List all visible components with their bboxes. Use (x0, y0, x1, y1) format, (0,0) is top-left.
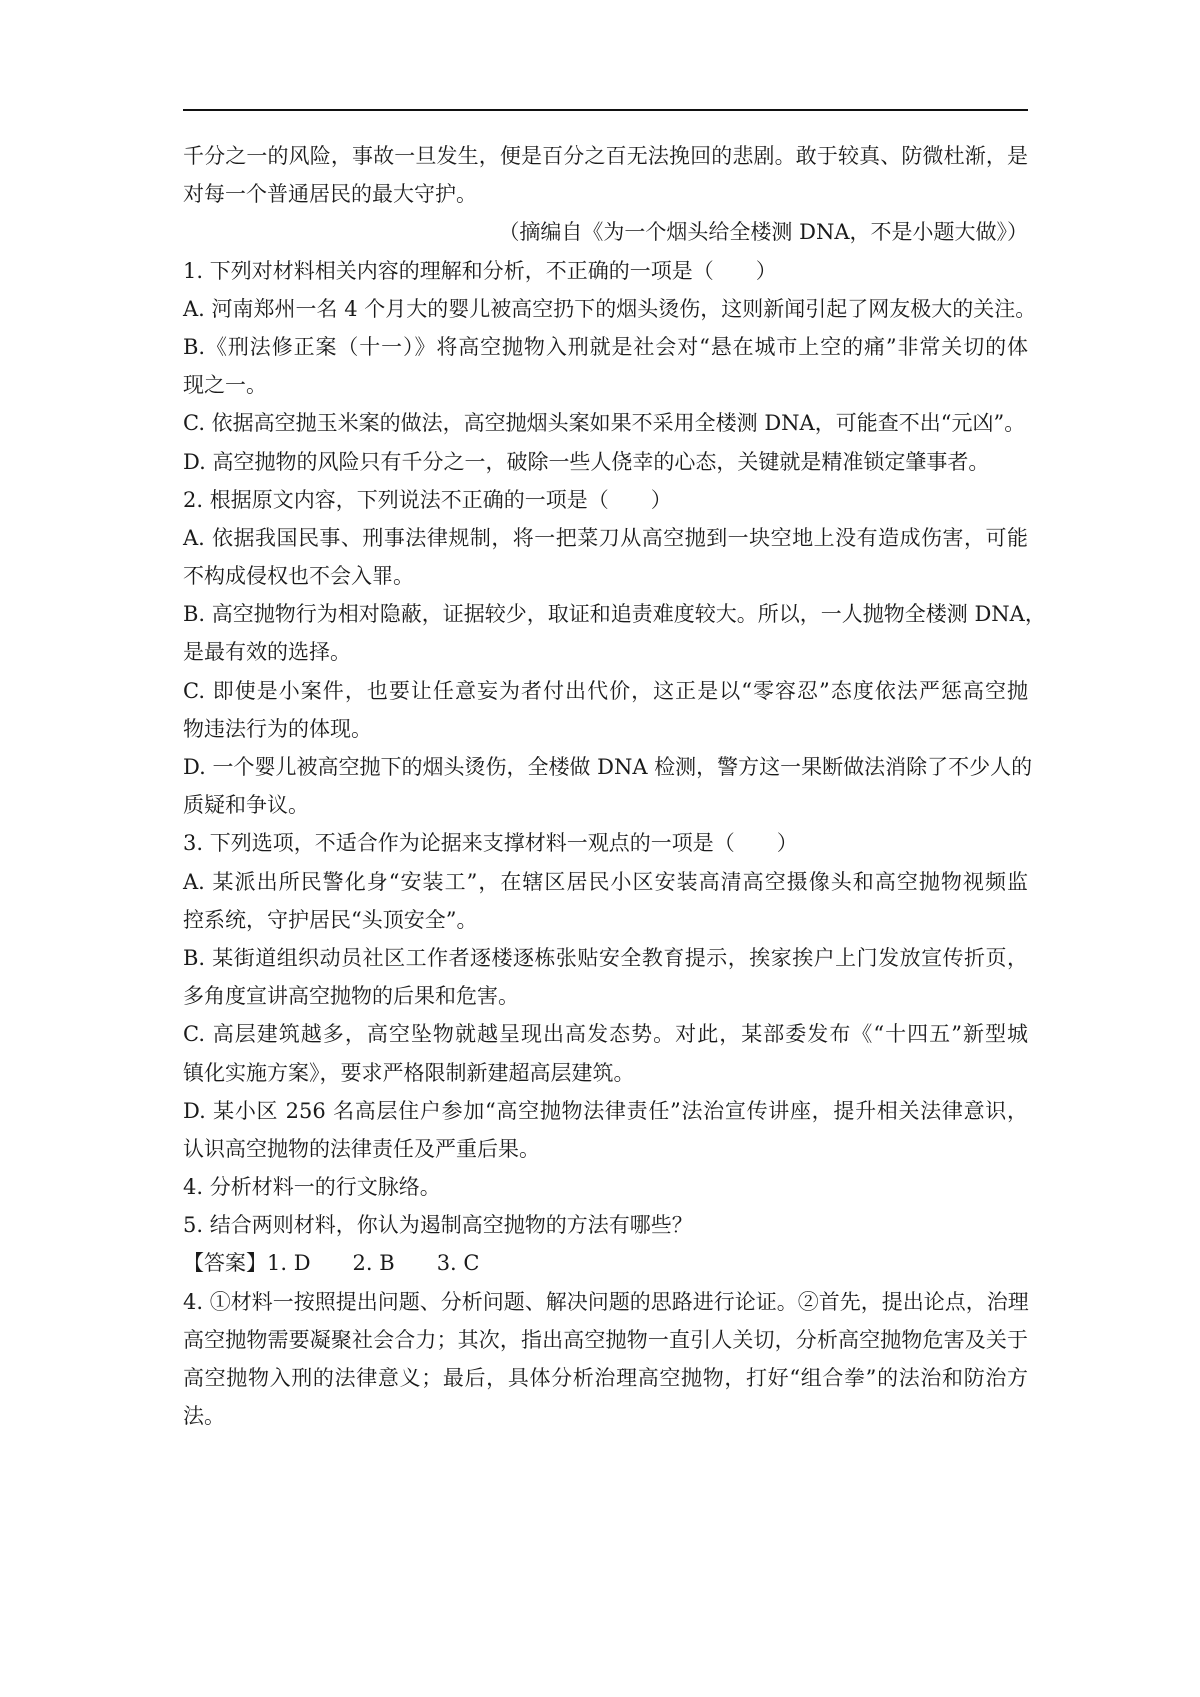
text-line: 1. 下列对材料相关内容的理解和分析，不正确的一项是（ ） (183, 258, 777, 283)
text-line: C. 依据高空抛玉米案的做法，高空抛烟头案如果不采用全楼测 DNA，可能查不出“元凶”。 (183, 411, 1026, 436)
text-line: A. 河南郑州一名 4 个月大的婴儿被高空扔下的烟头烫伤，这则新闻引起了网友极大的关注。 (183, 296, 1037, 321)
text-line: 高空抛物需要凝聚社会合力；其次，指出高空抛物一直引人关切，分析高空抛物危害及关于 (183, 1327, 1028, 1352)
text-line: 【答案】1. D 2. B 3. C (183, 1251, 480, 1276)
text-line: 对每一个普通居民的最大守护。 (183, 182, 477, 207)
text-line: 高空抛物入刑的法律意义；最后，具体分析治理高空抛物，打好“组合拳”的法治和防治方 (183, 1366, 1028, 1390)
text-line: 镇化实施方案》，要求严格限制新建超高层建筑。 (183, 1060, 635, 1085)
text-line: 控系统，守护居民“头顶安全”。 (183, 907, 478, 932)
text-line: 现之一。 (183, 373, 267, 398)
text-line: 千分之一的风险，事故一旦发生，便是百分之百无法挽回的悲剧。敢于较真、防微杜渐，是 (183, 144, 1028, 168)
text-line: A. 某派出所民警化身“安装工”，在辖区居民小区安装高清高空摄像头和高空抛物视频监 (183, 869, 1028, 894)
text-line: D. 一个婴儿被高空抛下的烟头烫伤，全楼做 DNA 检测，警方这一果断做法消除了不少人的 (183, 755, 1033, 779)
document-body (183, 137, 1046, 1435)
text-line: B.《刑法修正案（十一）》将高空抛物入刑就是社会对“悬在城市上空的痛”非常关切的体 (183, 334, 1028, 359)
text-line: A. 依据我国民事、刑事法律规制，将一把菜刀从高空抛到一块空地上没有造成伤害，可能 (183, 525, 1028, 550)
text-line: 3. 下列选项，不适合作为论据来支撑材料一观点的一项是（ ） (183, 831, 798, 856)
text-line: 4. ①材料一按照提出问题、分析问题、解决问题的思路进行论证。②首先，提出论点，治理 (183, 1289, 1029, 1314)
text-line: 多角度宣讲高空抛物的后果和危害。 (183, 984, 519, 1009)
text-line: B. 高空抛物行为相对隐蔽，证据较少，取证和追责难度较大。所以，一人抛物全楼测 DNA， (183, 602, 1046, 627)
text-line: 4. 分析材料一的行文脉络。 (183, 1175, 441, 1200)
text-line: 物违法行为的体现。 (183, 716, 372, 741)
header-rule (183, 109, 1028, 111)
text-line: C. 即使是小案件，也要让任意妄为者付出代价，这正是以“零容忍”态度依法严惩高空抛 (183, 678, 1028, 703)
text-line: 是最有效的选择。 (183, 640, 351, 665)
text-line: 5. 结合两则材料，你认为遏制高空抛物的方法有哪些？ (183, 1213, 693, 1238)
text-line: 法。 (183, 1404, 225, 1429)
text-line: B. 某街道组织动员社区工作者逐楼逐栋张贴安全教育提示，挨家挨户上门发放宣传折页， (183, 945, 1028, 970)
text-line: 认识高空抛物的法律责任及严重后果。 (183, 1136, 540, 1161)
text-line: C. 高层建筑越多，高空坠物就越呈现出高发态势。对此，某部委发布《“十四五”新型城 (183, 1022, 1028, 1047)
text-line: 2. 根据原文内容，下列说法不正确的一项是（ ） (183, 487, 672, 512)
text-line: （摘编自《为一个烟头给全楼测 DNA，不是小题大做》） (498, 220, 1028, 245)
text-line: 质疑和争议。 (183, 793, 309, 818)
text-line: 不构成侵权也不会入罪。 (183, 564, 414, 589)
text-line: D. 某小区 256 名高层住户参加“高空抛物法律责任”法治宣传讲座，提升相关法律意识， (183, 1098, 1028, 1123)
text-line: D. 高空抛物的风险只有千分之一，破除一些人侥幸的心态，关键就是精准锁定肇事者。 (183, 449, 990, 474)
